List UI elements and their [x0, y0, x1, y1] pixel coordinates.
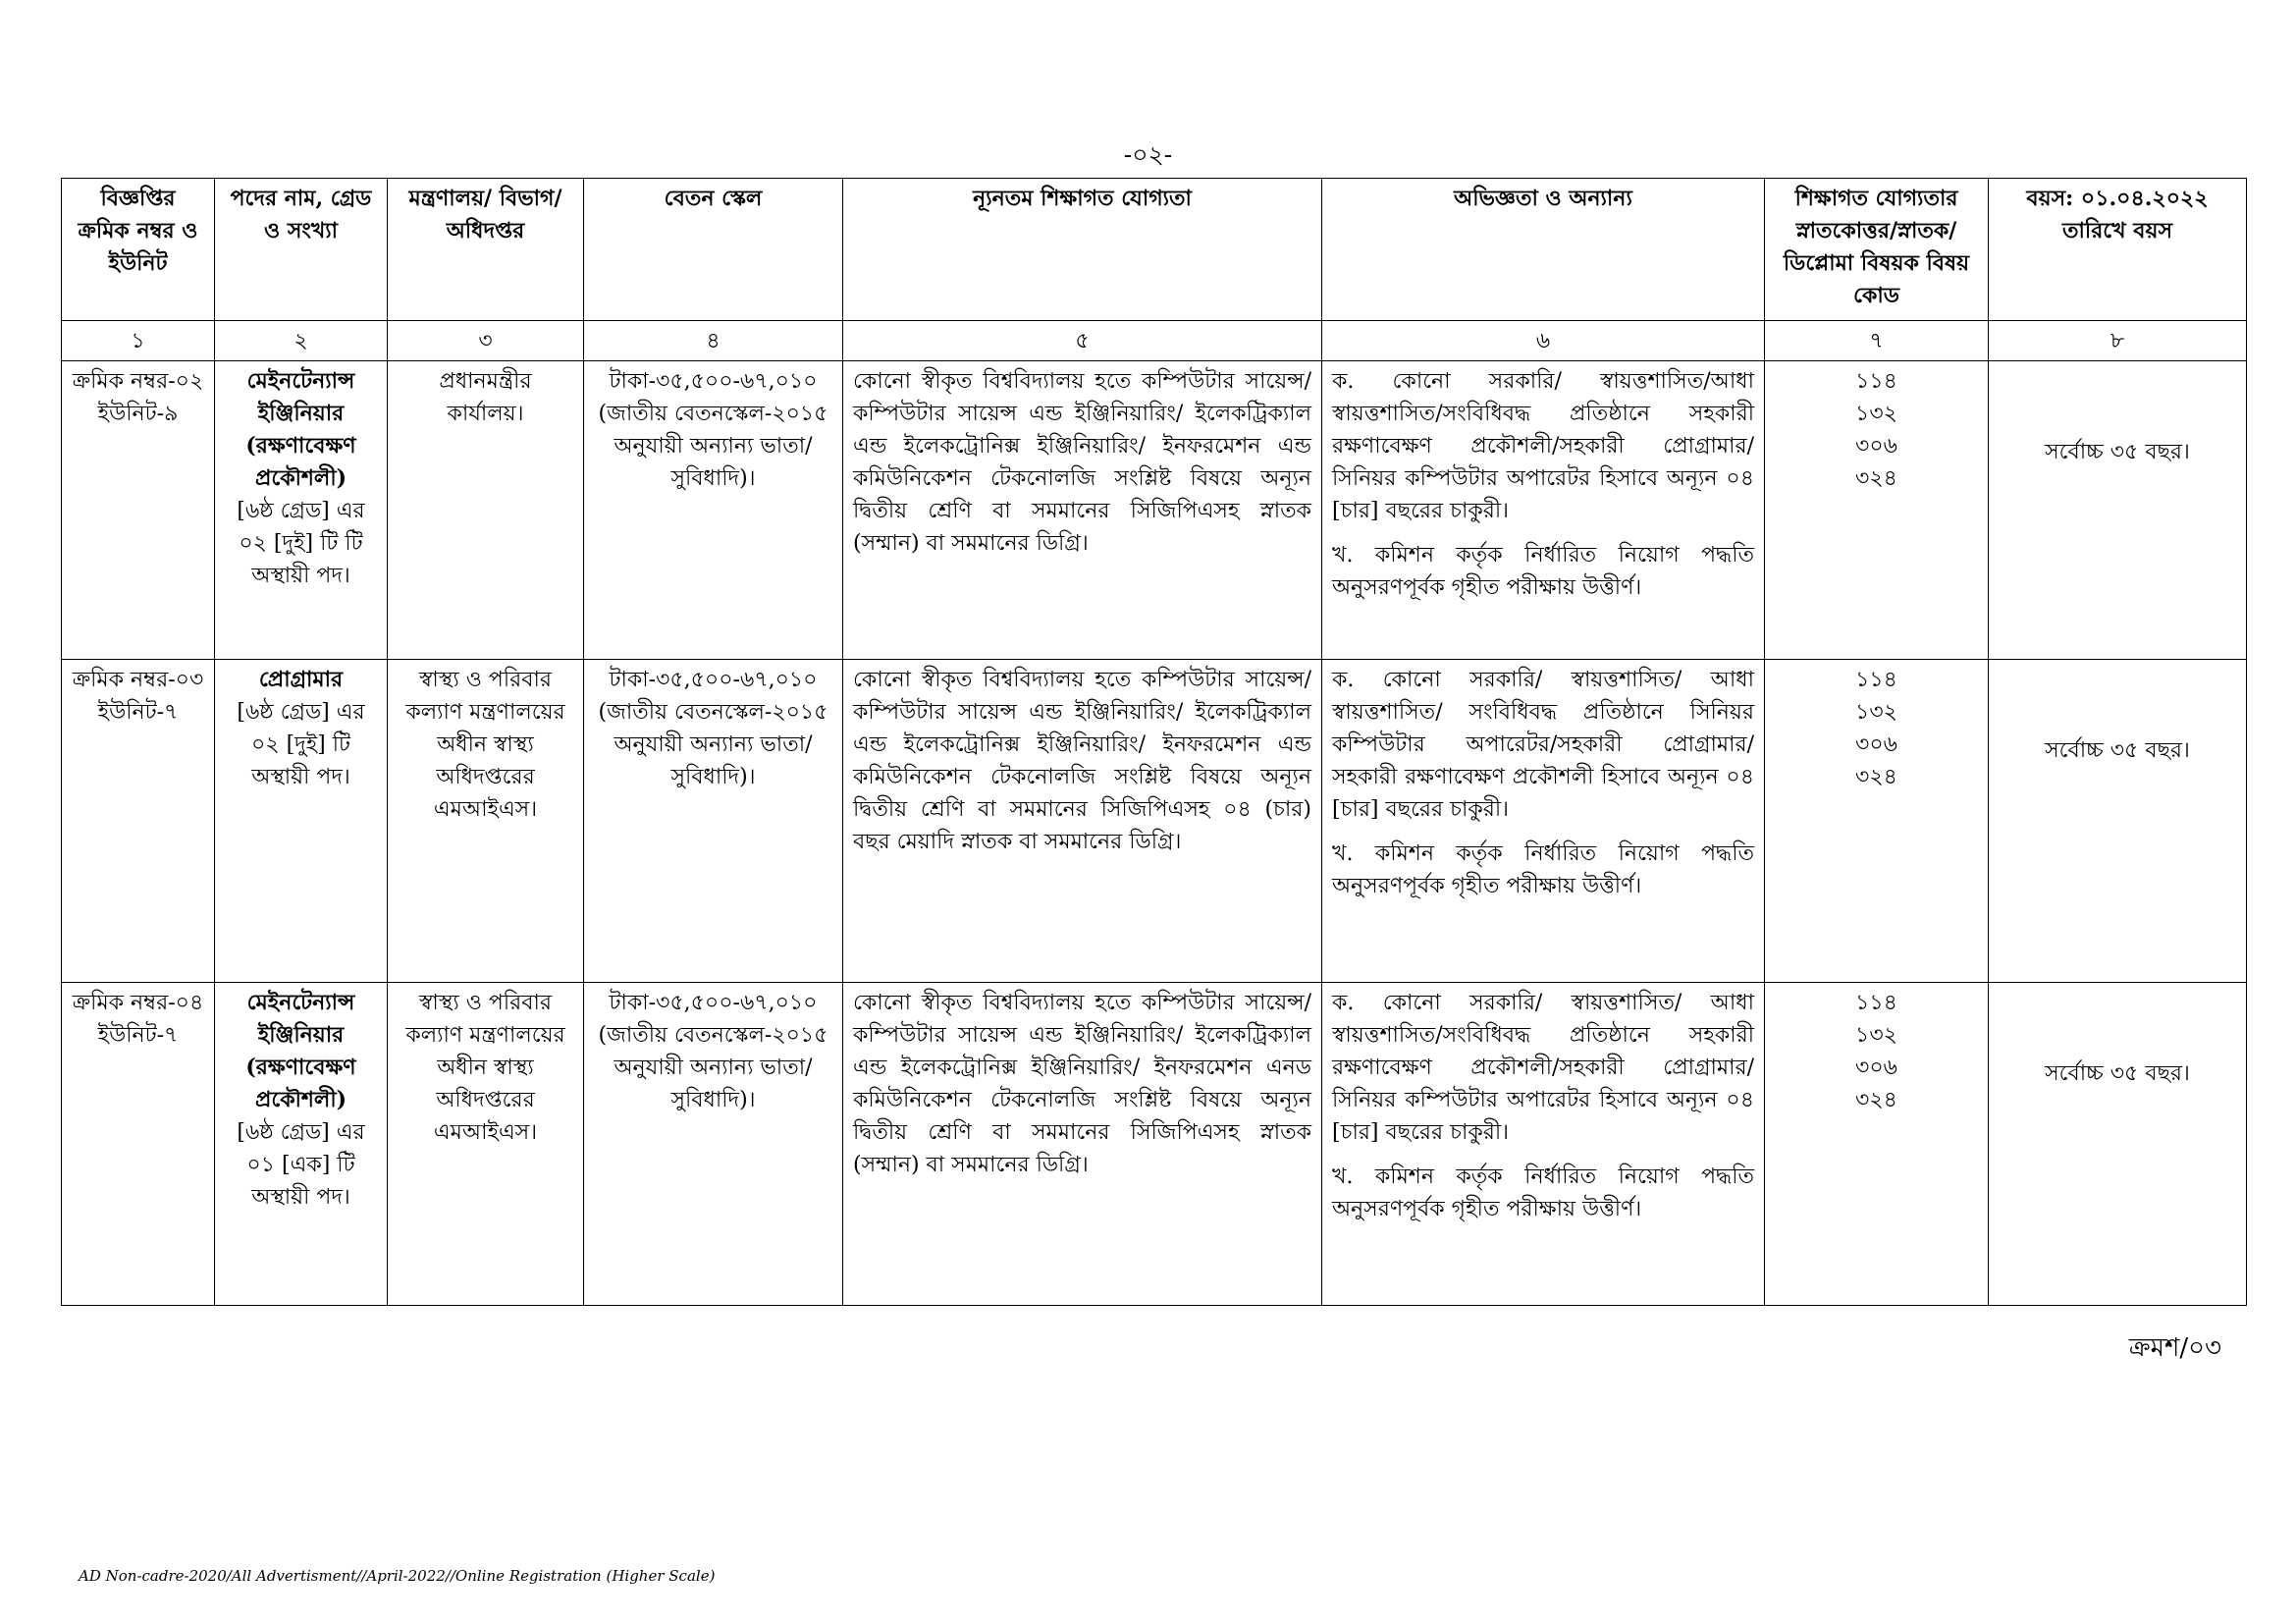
post-detail: [৬ষ্ঠ গ্রেড] এর ০১ [এক] টি অস্থায়ী পদ।	[237, 1120, 365, 1210]
subject-code: ৩২৪	[1855, 466, 1897, 491]
table-row	[62, 361, 2247, 660]
post-cell	[215, 983, 388, 1306]
age-cell	[1989, 361, 2247, 660]
subject-code: ৩০৬	[1855, 732, 1897, 757]
serial-cell: ক্রমিক নম্বর-০৪ ইউনিট-৭	[62, 983, 215, 1306]
experience-clause-a: ক. কোনো সরকারি/ স্বায়ত্তশাসিত/ আধা স্বায়ত্তশাসিত/ সংবিধিবদ্ধ প্রতিষ্ঠানে সিনিয়র কম্পিউটার অপারেটর/সহকারী প্রোগ্রামার/ সহকারী রক্ষণাবেক্ষণ প্রকৌশলী হিসাবে অন্যূন ০৪ [চার] বছরের চাকুরী।	[1332, 668, 1754, 822]
column-number: ৭	[1765, 321, 1989, 361]
education-cell: কোনো স্বীকৃত বিশ্ববিদ্যালয় হতে কম্পিউটার সায়েন্স/কম্পিউটার সায়েন্স এন্ড ইঞ্জিনিয়ারিং/ ইলেকট্রিক্যাল এন্ড ইলেকট্রোনিক্স ইঞ্জিনিয়ারিং/ ইনফরমেশন এন্ড কমিউনিকেশন টেকনোলজি সংশ্লিষ্ট বিষয়ে অন্যূন দ্বিতীয় শ্রেণি বা সমমানের সিজিপিএসহ স্নাতক (সম্মান) বা সমমানের ডিগ্রি।	[843, 361, 1322, 660]
experience-cell	[1322, 983, 1765, 1306]
education-cell: কোনো স্বীকৃত বিশ্ববিদ্যালয় হতে কম্পিউটার সায়েন্স/কম্পিউটার সায়েন্স এন্ড ইঞ্জিনিয়ারিং/ ইলেকট্রিক্যাল এন্ড ইলেকট্রোনিক্স ইঞ্জিনিয়ারিং/ ইনফরমেশন এন্ড কমিউনিকেশন টেকনোলজি সংশ্লিষ্ট বিষয়ে অন্যূন দ্বিতীয় শ্রেণি বা সমমানের সিজিপিএসহ ০৪ (চার) বছর মেয়াদি স্নাতক বা সমমানের ডিগ্রি।	[843, 660, 1322, 983]
table-row	[62, 983, 2247, 1306]
subject-code: ১৩২	[1855, 1023, 1897, 1048]
pay-scale-cell: টাকা-৩৫,৫০০-৬৭,০১০ (জাতীয় বেতনস্কেল-২০১৫ অনুযায়ী অন্যান্য ভাতা/সুবিধাদি)।	[584, 361, 843, 660]
ministry-cell: স্বাস্থ্য ও পরিবার কল্যাণ মন্ত্রণালয়ের অধীন স্বাস্থ্য অধিদপ্তরের এমআইএস।	[388, 983, 584, 1306]
post-cell	[215, 660, 388, 983]
header-experience: অভিজ্ঞতা ও অন্যান্য	[1322, 179, 1765, 321]
page-number: -০২-	[1123, 140, 1173, 169]
pay-scale-cell: টাকা-৩৫,৫০০-৬৭,০১০ (জাতীয় বেতনস্কেল-২০১৫ অনুযায়ী অন্যান্য ভাতা/সুবিধাদি)।	[584, 983, 843, 1306]
post-cell	[215, 361, 388, 660]
ministry-cell: স্বাস্থ্য ও পরিবার কল্যাণ মন্ত্রণালয়ের অধীন স্বাস্থ্য অধিদপ্তরের এমআইএস।	[388, 660, 584, 983]
subject-code: ৩০৬	[1855, 434, 1897, 459]
post-name: মেইনটেন্যান্স ইঞ্জিনিয়ার (রক্ষণাবেক্ষণ প্রকৌশলী)	[245, 990, 356, 1112]
subject-code: ১১৪	[1855, 991, 1897, 1015]
experience-clause-a: ক. কোনো সরকারি/ স্বায়ত্তশাসিত/আধা স্বায়ত্তশাসিত/সংবিধিবদ্ধ প্রতিষ্ঠানে সহকারী রক্ষণাবেক্ষণ প্রকৌশলী/সহকারী প্রোগ্রামার/ সিনিয়র কম্পিউটার অপারেটর হিসাবে অন্যূন ০৪ [চার] বছরের চাকুরী।	[1332, 369, 1754, 523]
job-circular-table	[61, 178, 2247, 1306]
post-name: মেইনটেন্যান্স ইঞ্জিনিয়ার (রক্ষণাবেক্ষণ প্রকৌশলী)	[245, 368, 356, 491]
experience-cell	[1322, 660, 1765, 983]
column-number: ৫	[843, 321, 1322, 361]
experience-cell	[1322, 361, 1765, 660]
column-number: ৪	[584, 321, 843, 361]
serial-cell: ক্রমিক নম্বর-০৩ ইউনিট-৭	[62, 660, 215, 983]
table-row	[62, 660, 2247, 983]
header-serial: বিজ্ঞপ্তির ক্রমিক নম্বর ও ইউনিট	[62, 179, 215, 321]
header-pay-scale: বেতন স্কেল	[584, 179, 843, 321]
experience-clause-a: ক. কোনো সরকারি/ স্বায়ত্তশাসিত/ আধা স্বায়ত্তশাসিত/সংবিধিবদ্ধ প্রতিষ্ঠানে সহকারী রক্ষণাবেক্ষণ প্রকৌশলী/সহকারী প্রোগ্রামার/ সিনিয়র কম্পিউটার অপারেটর হিসাবে অন্যূন ০৪ [চার] বছরের চাকুরী।	[1332, 991, 1754, 1145]
serial-cell: ক্রমিক নম্বর-০২ ইউনিট-৯	[62, 361, 215, 660]
post-detail: [৬ষ্ঠ গ্রেড] এর ০২ [দুই] টি অস্থায়ী পদ।	[237, 700, 365, 789]
column-number: ২	[215, 321, 388, 361]
post-detail: [৬ষ্ঠ গ্রেড] এর ০২ [দুই] টি টি অস্থায়ী পদ।	[237, 499, 365, 588]
subject-code-cell	[1765, 361, 1989, 660]
subject-code-cell	[1765, 660, 1989, 983]
column-number: ৬	[1322, 321, 1765, 361]
column-number-row	[62, 321, 2247, 361]
subject-code-cell	[1765, 983, 1989, 1306]
age-cell	[1989, 983, 2247, 1306]
continued-marker: ক্রমশ/০৩	[2128, 1333, 2221, 1363]
ministry-cell: প্রধানমন্ত্রীর কার্যালয়।	[388, 361, 584, 660]
age-cell	[1989, 660, 2247, 983]
age-limit: সর্বোচ্চ ৩৫ বছর।	[2045, 738, 2190, 763]
column-number: ৮	[1989, 321, 2247, 361]
education-cell: কোনো স্বীকৃত বিশ্ববিদ্যালয় হতে কম্পিউটার সায়েন্স/কম্পিউটার সায়েন্স এন্ড ইঞ্জিনিয়ারিং/ ইলেকট্রিক্যাল এন্ড ইলেকট্রোনিক্স ইঞ্জিনিয়ারিং/ ইনফরমেশন এনড কমিউনিকেশন টেকনোলজি সংশ্লিষ্ট বিষয়ে অন্যূন দ্বিতীয় শ্রেণি বা সমমানের সিজিপিএসহ স্নাতক (সম্মান) বা সমমানের ডিগ্রি।	[843, 983, 1322, 1306]
subject-code: ১৩২	[1855, 402, 1897, 426]
age-limit: সর্বোচ্চ ৩৫ বছর।	[2045, 440, 2190, 464]
experience-clause-b: খ. কমিশন কর্তৃক নির্ধারিত নিয়োগ পদ্ধতি অনুসরণপূর্বক গৃহীত পরীক্ষায় উত্তীর্ণ।	[1332, 1164, 1754, 1221]
age-limit: সর্বোচ্চ ৩৫ বছর।	[2045, 1061, 2190, 1086]
column-number: ৩	[388, 321, 584, 361]
header-ministry: মন্ত্রণালয়/ বিভাগ/ অধিদপ্তর	[388, 179, 584, 321]
experience-clause-b: খ. কমিশন কর্তৃক নির্ধারিত নিয়োগ পদ্ধতি অনুসরণপূর্বক গৃহীত পরীক্ষায় উত্তীর্ণ।	[1332, 841, 1754, 898]
footer-reference: AD Non-cadre-2020/All Advertisment//April-2022//Online Registration (Higher Scale)	[79, 1567, 716, 1585]
header-row	[62, 179, 2247, 321]
header-age: বয়স: ০১.০৪.২০২২ তারিখে বয়স	[1989, 179, 2247, 321]
column-number: ১	[62, 321, 215, 361]
pay-scale-cell: টাকা-৩৫,৫০০-৬৭,০১০ (জাতীয় বেতনস্কেল-২০১৫ অনুযায়ী অন্যান্য ভাতা/সুবিধাদি)।	[584, 660, 843, 983]
post-name: প্রোগ্রামার	[258, 667, 344, 692]
header-post-name: পদের নাম, গ্রেড ও সংখ্যা	[215, 179, 388, 321]
header-education: ন্যূনতম শিক্ষাগত যোগ্যতা	[843, 179, 1322, 321]
experience-clause-b: খ. কমিশন কর্তৃক নির্ধারিত নিয়োগ পদ্ধতি অনুসরণপূর্বক গৃহীত পরীক্ষায় উত্তীর্ণ।	[1332, 543, 1754, 600]
subject-code: ১৩২	[1855, 700, 1897, 725]
subject-code: ১১৪	[1855, 369, 1897, 394]
header-subject-code: শিক্ষাগত যোগ্যতার স্নাতকোত্তর/স্নাতক/ ডিপ্লোমা বিষয়ক বিষয় কোড	[1765, 179, 1989, 321]
subject-code: ১১৪	[1855, 668, 1897, 692]
subject-code: ৩০৬	[1855, 1056, 1897, 1080]
subject-code: ৩২৪	[1855, 1088, 1897, 1112]
subject-code: ৩২৪	[1855, 765, 1897, 789]
